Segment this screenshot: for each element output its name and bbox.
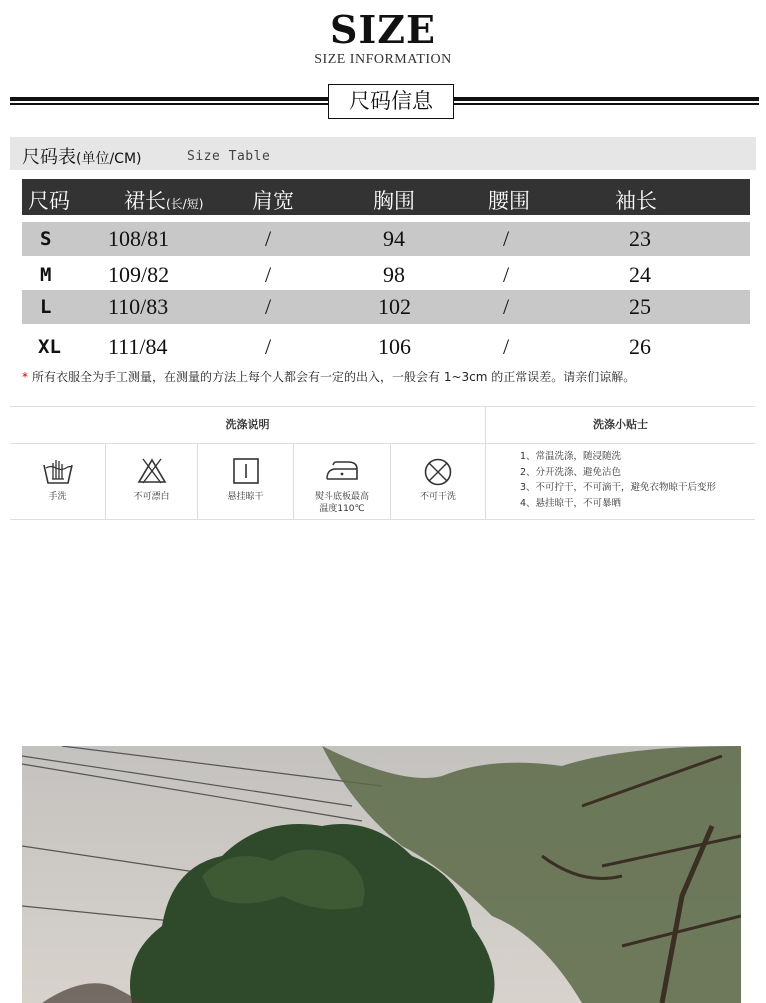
cell-waist: / xyxy=(503,262,510,287)
care-tips-title: 洗涤小贴士 xyxy=(486,407,755,444)
hand-wash-icon xyxy=(42,457,74,489)
cell-shoulder: / xyxy=(265,294,272,319)
page-subtitle: SIZE INFORMATION xyxy=(314,52,452,67)
list-item: 3、不可拧干，不可滴干，避免衣物晾干后变形 xyxy=(520,482,717,493)
size-table-title: 尺码表(单位/CM) xyxy=(22,147,142,168)
table-row xyxy=(22,290,750,324)
cell-chest: 102 xyxy=(378,294,411,319)
no-bleach-icon xyxy=(137,457,167,489)
note-star: * xyxy=(22,370,28,384)
cell-waist: / xyxy=(503,294,510,319)
divider-line-left xyxy=(10,97,328,106)
cell-size: L xyxy=(40,296,52,318)
size-table-title-bar xyxy=(10,137,756,170)
care-tips-list xyxy=(520,449,716,511)
cell-chest: 106 xyxy=(378,334,411,359)
size-table-unit: (单位/CM) xyxy=(76,151,142,167)
cell-waist: / xyxy=(503,334,510,359)
care-divider xyxy=(485,407,486,519)
measurement-note xyxy=(22,368,635,385)
size-table-header xyxy=(22,179,750,215)
list-item: 4、悬挂晾干，不可暴晒 xyxy=(520,497,622,509)
cell-shoulder: / xyxy=(265,262,272,287)
care-section xyxy=(10,406,755,520)
cell-waist: / xyxy=(503,226,510,251)
size-table-title-en: Size Table xyxy=(187,149,271,164)
divider-line-right xyxy=(452,97,759,106)
cell-shoulder: / xyxy=(265,226,272,251)
list-item: 2、分开洗涤、避免沾色 xyxy=(520,466,622,478)
cell-size: M xyxy=(40,264,52,286)
section-label: 尺码信息 xyxy=(328,84,454,119)
col-chest: 胸围 xyxy=(373,189,415,213)
care-label: 不可干洗 xyxy=(419,492,456,502)
col-length: 裙长(长/短) xyxy=(124,189,204,213)
photo-scene xyxy=(22,746,741,1003)
care-item-hand-wash xyxy=(10,443,105,519)
col-shoulder: 肩宽 xyxy=(252,189,294,213)
col-size: 尺码 xyxy=(28,189,70,213)
page-title: SIZE xyxy=(330,7,436,52)
col-waist: 腰围 xyxy=(488,189,530,213)
care-label: 不可漂白 xyxy=(133,492,170,502)
page-header xyxy=(0,8,766,68)
care-label: 手洗 xyxy=(48,492,67,502)
cell-sleeve: 26 xyxy=(629,334,651,359)
cell-size: XL xyxy=(38,336,61,358)
care-item-no-dry-clean xyxy=(391,443,485,519)
cell-length: 109/82 xyxy=(108,262,170,287)
table-row xyxy=(22,330,750,364)
care-item-hang-dry xyxy=(198,443,293,519)
list-item: 1、常温洗涤，随浸随洗 xyxy=(520,451,622,462)
cell-length: 111/84 xyxy=(108,334,168,359)
cell-sleeve: 24 xyxy=(629,262,651,287)
cell-chest: 94 xyxy=(383,226,405,251)
iron-icon xyxy=(324,457,360,487)
care-instructions-title: 洗涤说明 xyxy=(10,407,485,444)
hang-dry-icon xyxy=(232,457,260,489)
cell-length: 110/83 xyxy=(108,294,169,319)
cell-sleeve: 23 xyxy=(629,226,651,251)
cell-shoulder: / xyxy=(265,334,272,359)
care-item-iron xyxy=(294,443,390,519)
cell-size: S xyxy=(40,228,52,250)
col-sleeve: 袖长 xyxy=(615,189,657,213)
note-text: 所有衣服全为手工测量，在测量的方法上每个人都会有一定的出入，一般会有 1~3cm 的正常误差。请亲们谅解。 xyxy=(32,370,636,384)
section-divider xyxy=(10,84,759,120)
cell-length: 108/81 xyxy=(108,226,170,251)
table-row xyxy=(22,222,750,256)
cell-sleeve: 25 xyxy=(629,294,651,319)
table-row xyxy=(22,258,750,292)
care-item-no-bleach xyxy=(106,443,197,519)
care-label: 熨斗底板最高 温度110℃ xyxy=(314,492,369,514)
cell-chest: 98 xyxy=(383,262,405,287)
care-label: 悬挂晾干 xyxy=(227,492,264,502)
no-dry-clean-icon xyxy=(423,457,453,491)
product-photo xyxy=(22,746,741,1003)
